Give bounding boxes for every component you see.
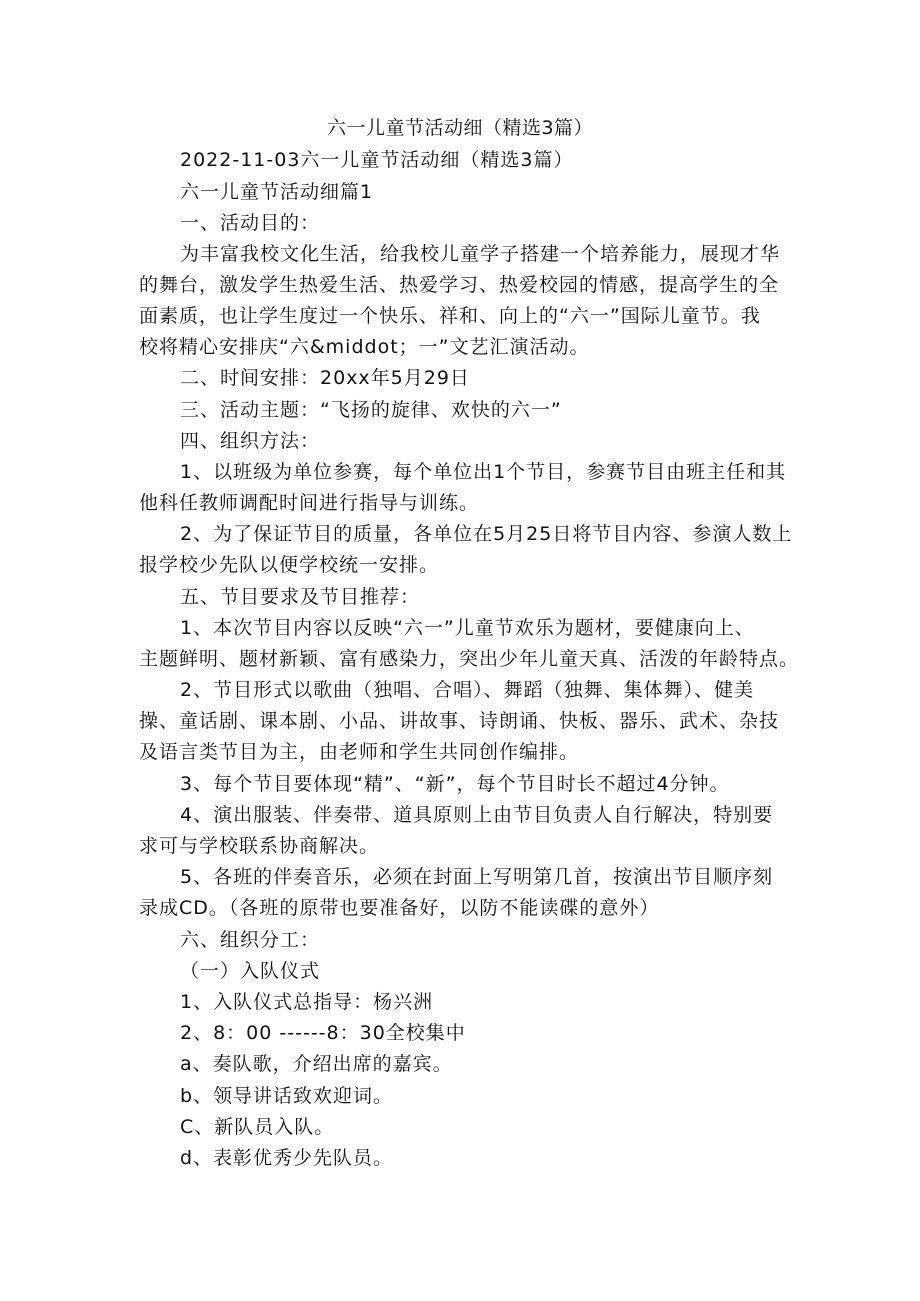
paragraph-line: 为丰富我校文化生活，给我校儿童学子搭建一个培养能力，展现才华 [180, 243, 781, 265]
paragraph-line: 操、童话剧、课本剧、小品、讲故事、诗朗诵、快板、器乐、武术、杂技 [139, 710, 780, 732]
paragraph-line: d、表彰优秀少先队员。 [180, 1147, 394, 1169]
paragraph-line: 一、活动目的： [180, 212, 321, 234]
paragraph-line: 1、入队仪式总指导：杨兴洲 [180, 991, 434, 1013]
paragraph-line: 的舞台，激发学生热爱生活、热爱学习、热爱校园的情感，提高学生的全 [139, 274, 780, 296]
paragraph-line: （一）入队仪式 [180, 960, 321, 982]
document-title: 六一儿童节活动细（精选3篇） [326, 117, 594, 139]
paragraph-line: 六、组织分工： [180, 929, 321, 951]
paragraph-line: 4、演出服装、伴奏带、道具原则上由节目负责人自行解决，特别要 [180, 804, 774, 826]
paragraph-line: 二、时间安排：20xx年5月29日 [180, 367, 470, 389]
paragraph-line: 1、本次节目内容以反映“六一”儿童节欢乐为题材，要健康向上、 [180, 617, 755, 639]
paragraph-line: 报学校少先队以便学校统一安排。 [139, 554, 440, 576]
paragraph-line: 五、节目要求及节目推荐： [180, 586, 421, 608]
paragraph-line: a、奏队歌，介绍出席的嘉宾。 [180, 1053, 453, 1075]
paragraph-line: 2、8：00 ------8：30全校集中 [180, 1022, 466, 1044]
paragraph-line: 面素质，也让学生度过一个快乐、祥和、向上的“六一”国际儿童节。我 [139, 305, 761, 327]
paragraph-line: 2、节目形式以歌曲（独唱、合唱）、舞蹈（独舞、集体舞）、健美 [180, 679, 755, 701]
date-line: 2022-11-03六一儿童节活动细（精选3篇） [180, 149, 574, 171]
paragraph-line: 3、每个节目要体现“精”、“新”，每个节目时长不超过4分钟。 [180, 773, 730, 795]
paragraph-line: 5、各班的伴奏音乐，必须在封面上写明第几首，按演出节目顺序刻 [180, 866, 774, 888]
paragraph-line: C、新队员入队。 [180, 1116, 335, 1138]
paragraph-line: 主题鲜明、题材新颖、富有感染力，突出少年儿童天真、活泼的年龄特点。 [139, 648, 800, 670]
paragraph-line: 校将精心安排庆“六&middot；一”文艺汇演活动。 [139, 336, 590, 358]
paragraph-line: 三、活动主题：“飞扬的旋律、欢快的六一” [180, 399, 562, 421]
paragraph-line: 及语言类节目为主，由老师和学生共同创作编排。 [139, 741, 580, 763]
paragraph-line: 求可与学校联系协商解决。 [139, 835, 380, 857]
paragraph-line: 2、为了保证节目的质量，各单位在5月25日将节目内容、参演人数上 [180, 523, 793, 545]
paragraph-line: 1、以班级为单位参赛，每个单位出1个节目，参赛节目由班主任和其 [180, 461, 787, 483]
paragraph-line: b、领导讲话致欢迎词。 [180, 1085, 394, 1107]
section-title: 六一儿童节活动细篇1 [180, 181, 374, 203]
paragraph-line: 他科任教师调配时间进行指导与训练。 [139, 492, 480, 514]
paragraph-line: 录成CD。（各班的原带也要准备好，以防不能读碟的意外） [139, 897, 660, 919]
paragraph-line: 四、组织方法： [180, 430, 321, 452]
